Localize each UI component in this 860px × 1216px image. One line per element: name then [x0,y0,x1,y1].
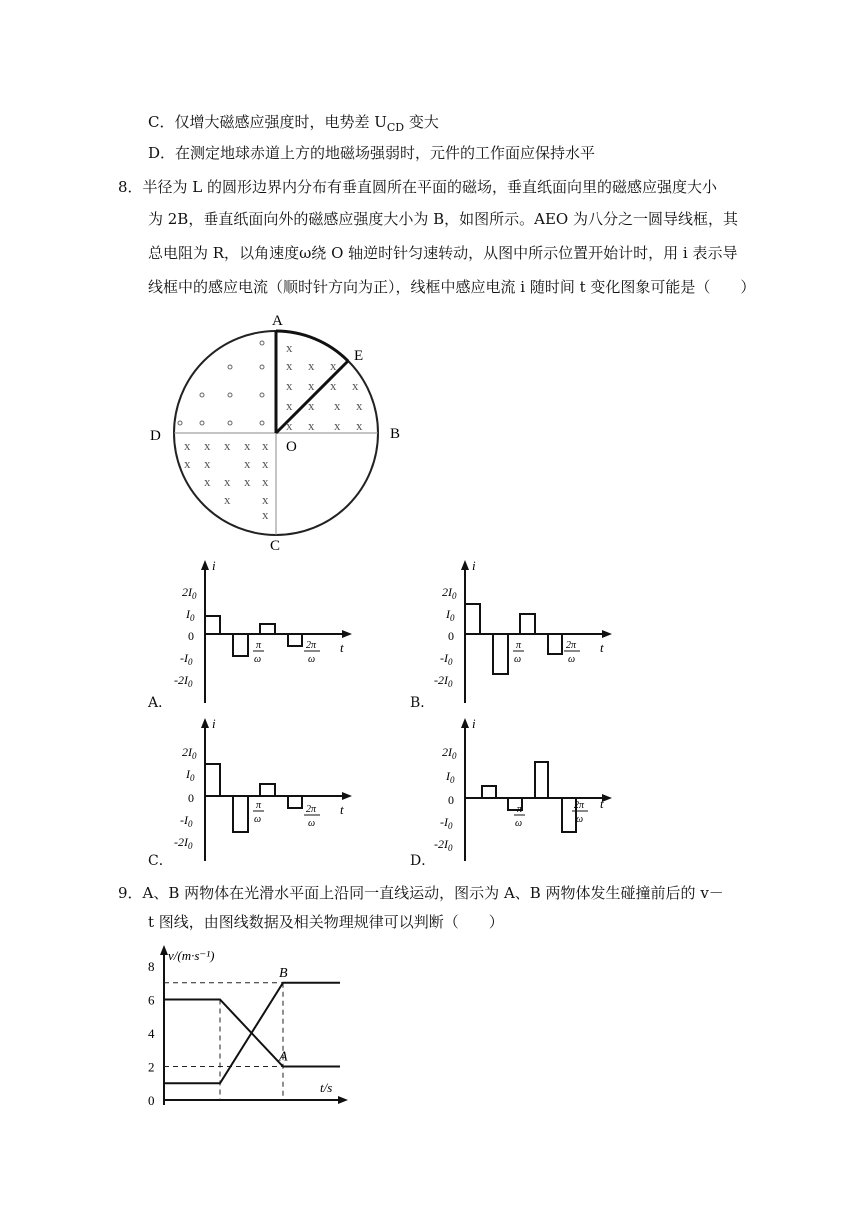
vt-series-label-A: A [279,1049,288,1065]
svg-text:x: x [244,438,251,453]
svg-text:π: π [256,800,262,811]
vt-ylabel: v/(m·s⁻¹) [168,948,215,963]
label-d: D [150,428,161,444]
svg-text:2π: 2π [566,640,577,651]
svg-text:x: x [184,456,191,471]
svg-text:x: x [262,492,269,507]
svg-text:t: t [600,796,604,811]
svg-text:x: x [308,418,315,433]
svg-text:ω: ω [254,654,262,665]
field-in-crosses-lower-left [184,438,269,522]
svg-text:I0: $I_0$ [446,607,455,623]
svg-text:x: x [334,398,341,413]
svg-text:x: x [224,438,231,453]
svg-text:I0: $I_0$ [186,607,195,623]
svg-text:-2I0: $-2I_0$ [434,673,453,689]
option-a-graph [160,558,360,708]
option-c-graph [160,716,360,866]
svg-text:x: x [334,418,341,433]
svg-text:ω: ω [308,818,316,829]
svg-text:2I0: $2I_0$ [442,745,457,761]
svg-text:-I0: $-I_0$ [180,651,193,667]
svg-text:2π: 2π [574,800,585,811]
svg-text:x: x [356,398,363,413]
label-b: B [390,426,401,442]
svg-text:x: x [262,507,269,522]
svg-text:-I0: $-I_0$ [440,651,453,667]
svg-text:x: x [204,456,211,471]
label-o: O [286,439,297,455]
svg-text:-2I0: $-2I_0$ [174,835,193,851]
svg-text:x: x [286,378,293,393]
svg-text:2I0: $2I_0$ [182,745,197,761]
svg-text:i: i [212,558,216,573]
svg-text:ω: ω [515,818,523,829]
vt-series-B [164,983,340,1084]
svg-text:ω: ω [576,814,584,825]
svg-text:x: x [244,474,251,489]
svg-text:-2I0: $-2I_0$ [434,837,453,853]
svg-text:0: 0 [448,793,454,807]
svg-text:x: x [286,418,293,433]
svg-text:0: 0 [188,629,194,643]
svg-text:-I0: $-I_0$ [440,815,453,831]
svg-text:x: x [224,492,231,507]
vt-chart [140,940,360,1115]
q9-line-1: 9．A、B 两物体在光滑水平面上沿同一直线运动，图示为 A、B 两物体发生碰撞前后的 v－ [118,884,724,902]
svg-text:ω: ω [568,654,576,665]
svg-text:π: π [517,804,523,815]
svg-text:x: x [262,438,269,453]
q9-line-2: t 图线，由图线数据及相关物理规律可以判断（ ） [148,913,504,931]
q7-option-c: C．仅增大磁感应强度时，电势差 $U_{CD}$ 变大 [148,113,439,134]
vt-y-tick: 8 [148,959,155,974]
svg-text:x: x [308,358,315,373]
vt-y-tick: 4 [148,1026,155,1041]
svg-text:x: x [286,358,293,373]
q8-line-2: 为 2B，垂直纸面向外的磁感应强度大小为 B，如图所示。AEO 为八分之一圆导线框，其 [148,210,738,228]
option-a-label[interactable]: A． [148,695,173,711]
svg-text:-I0: $-I_0$ [180,813,193,829]
svg-text:x: x [204,474,211,489]
svg-text:x: x [262,474,269,489]
field-out-dots [178,341,264,425]
vt-series-label-B: B [279,965,288,981]
svg-text:x: x [356,418,363,433]
svg-text:i: i [212,716,216,731]
svg-text:0: 0 [448,629,454,643]
option-b-graph [420,558,620,708]
label-a: A [272,313,283,329]
option-c-label[interactable]: C． [148,853,173,869]
svg-text:π: π [256,640,262,651]
svg-text:2π: 2π [306,640,317,651]
svg-text:x: x [330,358,337,373]
svg-text:x: x [262,456,269,471]
svg-text:ω: ω [514,654,522,665]
svg-text:t: t [600,640,604,655]
svg-text:2π: 2π [306,804,317,815]
vt-xlabel: t/s [320,1080,333,1095]
svg-text:i: i [472,716,476,731]
svg-text:x: x [224,474,231,489]
svg-text:i: i [472,558,476,573]
q7-option-d: D．在测定地球赤道上方的地磁场强弱时，元件的工作面应保持水平 [148,144,596,162]
svg-text:I0: $I_0$ [446,769,455,785]
svg-text:2I0: $2I_0$ [442,585,457,601]
svg-text:x: x [308,378,315,393]
option-b-label[interactable]: B． [410,695,435,711]
vt-y-tick: 0 [148,1093,155,1108]
svg-text:x: x [330,378,337,393]
svg-text:I0: $I_0$ [186,767,195,783]
q8-line-4: 线框中的感应电流（顺时针方向为正），线框中感应电流 i 随时间 t 变化图象可能是（ ） [148,278,756,296]
magnetic-field-circle-figure [140,305,420,555]
svg-text:ω: ω [254,814,262,825]
option-d-label[interactable]: D． [410,853,436,869]
svg-text:-2I0: $-2I_0$ [174,673,193,689]
svg-text:ω: ω [308,654,316,665]
label-c: C [270,538,281,554]
svg-text:2I0: $2I_0$ [182,585,197,601]
svg-text:x: x [204,438,211,453]
label-e: E [354,348,364,364]
vt-y-tick: 6 [148,992,155,1008]
svg-text:x: x [244,456,251,471]
svg-text:0: 0 [188,791,194,805]
svg-text:x: x [286,340,293,355]
option-d-graph [420,716,620,866]
svg-text:t: t [340,802,344,817]
q8-line-1: 8．半径为 L 的圆形边界内分布有垂直圆所在平面的磁场，垂直纸面向里的磁感应强度大小 [118,178,718,196]
svg-text:x: x [184,438,191,453]
svg-text:π: π [516,640,522,651]
svg-text:x: x [352,378,359,393]
vt-y-tick: 2 [148,1059,155,1075]
q8-line-3: 总电阻为 R，以角速度ω绕 O 轴逆时针匀速转动，从图中所示位置开始计时，用 i 表示导 [148,244,738,262]
svg-text:x: x [308,398,315,413]
svg-text:t: t [340,640,344,655]
svg-text:x: x [286,398,293,413]
